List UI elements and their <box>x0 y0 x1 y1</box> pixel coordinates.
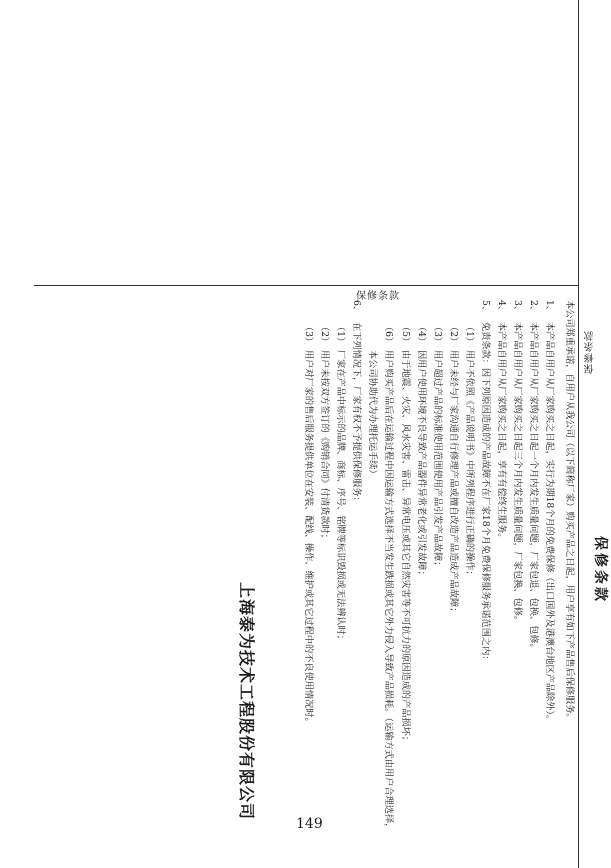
clause-5-sub-6 <box>364 322 396 840</box>
clause-4 <box>493 300 509 840</box>
header-tag: 保修条款 <box>585 330 596 374</box>
clause-2 <box>525 300 541 840</box>
company-name: 上海泰为技术工程股份有限公司 <box>236 581 256 820</box>
sub-text: 用户未经与厂家沟通自行修理产品或擅自改造产品造成产品故障； <box>447 350 459 617</box>
sub-text: 厂家在产品中标示的品牌、商标、序号、铭牌等标识毁损或无法辨认时； <box>335 350 347 644</box>
clause-5-sub-4 <box>413 322 429 840</box>
clause-number: 4、 <box>496 300 508 316</box>
clause-number: 2、 <box>528 300 540 316</box>
clause-5-sub-1 <box>461 322 477 840</box>
sub-number: （3） <box>431 322 443 347</box>
sub-number: （4） <box>415 322 427 347</box>
sub-text: 用户超过产品的标准使用范围使用产品引发产品故障； <box>431 350 443 571</box>
clause-6-sub-3 <box>300 322 316 840</box>
sub-text: 用户不依照《产品说明书》中所列程序进行正确的操作； <box>463 350 475 580</box>
sub-number: （3） <box>303 322 314 347</box>
warranty-text-block <box>132 300 611 840</box>
clause-3 <box>509 300 525 840</box>
clause-text: 本产品自用户从厂家购买之日起，实行为期18个月的免费保修（出口国外及港澳台地区产品除外）。 <box>544 322 556 725</box>
clause-number: 1、 <box>544 300 556 316</box>
clause-text: 本产品自用户从厂家购买之日起一个月内发生质量问题，厂家包退、包换、包修。 <box>528 322 540 653</box>
sub-number: （2） <box>319 322 331 347</box>
clause-text: 本产品自用户从厂家购买之日起三个月内发生质量问题，厂家包换、包修。 <box>512 322 524 626</box>
sub-text: 用户对厂家的售后服务提供单位在安装、配线、操作、维护或其它过程中的不良使用情况时。 <box>303 350 314 727</box>
clause-6-sub-1 <box>332 322 348 840</box>
clause-number: 3、 <box>512 300 524 316</box>
clause-text: 免责条款：因下列原因造成的产品故障不在厂家18个月免费保修服务承诺范围之内： <box>480 322 492 665</box>
sub-text: 由于地震、火灾、风水灾害、雷击、异常电压或其它自然灾害等不可抗力的原因造成的产品损坏； <box>399 350 411 746</box>
sub-text: 用户未按双方签订的《购销合同》付清货款时； <box>319 350 331 543</box>
clause-number: 5、 <box>480 300 492 316</box>
sub-text: 因用户使用环境不良导致产品器件异常老化或引发故障； <box>415 350 427 580</box>
clause-6 <box>348 300 364 840</box>
sub-number: （6） <box>383 322 395 347</box>
clause-text: 本产品自用户从厂家购买之日起，享有有偿终生服务。 <box>496 322 508 543</box>
clause-number: 6、 <box>351 300 363 316</box>
clause-text: 在下列情况下，厂家有权不予提供保修服务： <box>351 322 363 506</box>
sub-text: 用户购买产品后在运输过程中因运输方式选择不当发生跌损或其它外力侵入导致产品损耗。（运输方式由用户合理选择，本公司协助代为办理托运手续） <box>367 350 395 833</box>
clause-1 <box>541 300 557 840</box>
clause-6-sub-2 <box>316 322 332 840</box>
clause-5-sub-3 <box>429 322 445 840</box>
intro-paragraph: 本公司郑重承诺，自用户从我公司（以下简称厂家）购买产品之日起，用户享有如下产品售后保修服务。 <box>564 300 576 723</box>
sub-number: （5） <box>399 322 411 347</box>
page-title: 保修条款 <box>592 536 608 604</box>
sub-number: （1） <box>335 322 347 347</box>
clause-5-sub-5 <box>396 322 412 840</box>
page-divider-line <box>34 285 578 286</box>
sub-number: （1） <box>463 322 475 347</box>
clause-5-sub-2 <box>445 322 461 840</box>
sub-number: （2） <box>447 322 459 347</box>
page-number: 149 <box>296 816 323 832</box>
mid-tag: 保修条款 <box>356 291 400 302</box>
clause-5 <box>477 300 493 840</box>
